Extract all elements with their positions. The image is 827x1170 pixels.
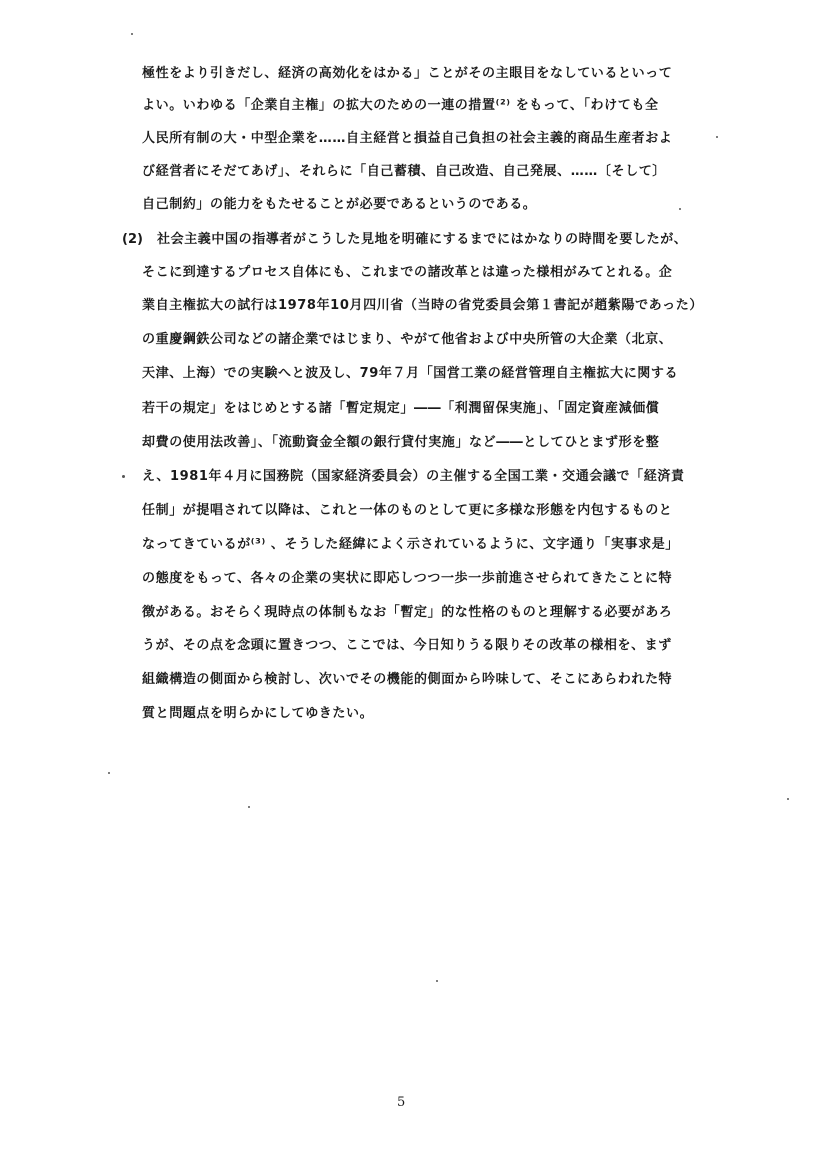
scan-speck <box>108 772 110 774</box>
text-line: の重慶鋼鉄公司などの諸企業ではじまり、やがて他省および中央所管の大企業（北京、 <box>142 332 673 347</box>
scan-speck <box>122 475 125 478</box>
text-line: うが、その点を念頭に置きつつ、ここでは、今日知りうる限りその改革の様相を、まず <box>142 638 672 653</box>
scan-speck <box>131 33 133 35</box>
text-line: よい。いわゆる「企業自主権」の拡大のための一連の措置⁽²⁾ をもって、「わけても全 <box>142 98 659 113</box>
text-line: 任制」が提唱されて以降は、これと一体のものとして更に多様な形態を内包するものと <box>142 503 673 518</box>
text-line: の態度をもって、各々の企業の実状に即応しつつ一歩一歩前進させられてきたことに特 <box>142 571 673 586</box>
scan-speck <box>248 806 250 808</box>
text-line: 人民所有制の大・中型企業を……自主経営と損益自己負担の社会主義的商品生産者およ <box>142 131 673 146</box>
text-line: び経営者にそだてあげ」、それらに「自己蓄積、自己改造、自己発展、……〔そして〕 <box>142 164 666 179</box>
text-line: 組織構造の側面から検討し、次いでその機能的側面から吟味して、そこにあらわれた特 <box>142 672 673 687</box>
text-line: 若干の規定」をはじめとする諸「暫定規定」――「利潤留保実施」、「固定資産減価償 <box>142 401 660 416</box>
page-number: 5 <box>397 1095 406 1110</box>
text-line: 社会主義中国の指導者がこうした見地を明確にするまでにはかなりの時間を要したが、 <box>157 232 688 247</box>
paragraph-number: (2) <box>122 232 143 247</box>
text-line: 徴がある。おそらく現時点の体制もなお「暫定」的な性格のものと理解する必要があろ <box>142 605 673 620</box>
scan-speck <box>787 798 789 800</box>
scan-speck <box>436 980 438 982</box>
scan-speck <box>679 208 681 210</box>
text-line: なってきているが⁽³⁾ 、そうした経緯によく示されているように、文字通り「実事求是」 <box>142 537 679 552</box>
text-line: 極性をより引きだし、経済の高効化をはかる」ことがその主眼目をなしているといって <box>142 66 673 81</box>
text-line: 天津、上海）での実験へと波及し、79年７月「国営工業の経営管理自主権拡大に関する <box>142 366 679 381</box>
text-line: 自己制約」の能力をもたせることが必要であるというのである。 <box>142 197 537 212</box>
text-line: そこに到達するプロセス自体にも、これまでの諸改革とは違った様相がみてとれる。企 <box>142 265 673 280</box>
text-line: え、1981年４月に国務院（国家経済委員会）の主催する全国工業・交通会議で「経済責 <box>142 469 685 484</box>
text-line: 却費の使用法改善」、「流動資金全額の銀行貸付実施」など――としてひとまず形を整 <box>142 435 660 450</box>
text-line: 質と問題点を明らかにしてゆきたい。 <box>142 706 374 721</box>
scan-speck <box>716 136 718 138</box>
text-line: 業自主権拡大の試行は1978年10月四川省（当時の省党委員会第１書記が趙紫陽であった） <box>142 298 703 313</box>
